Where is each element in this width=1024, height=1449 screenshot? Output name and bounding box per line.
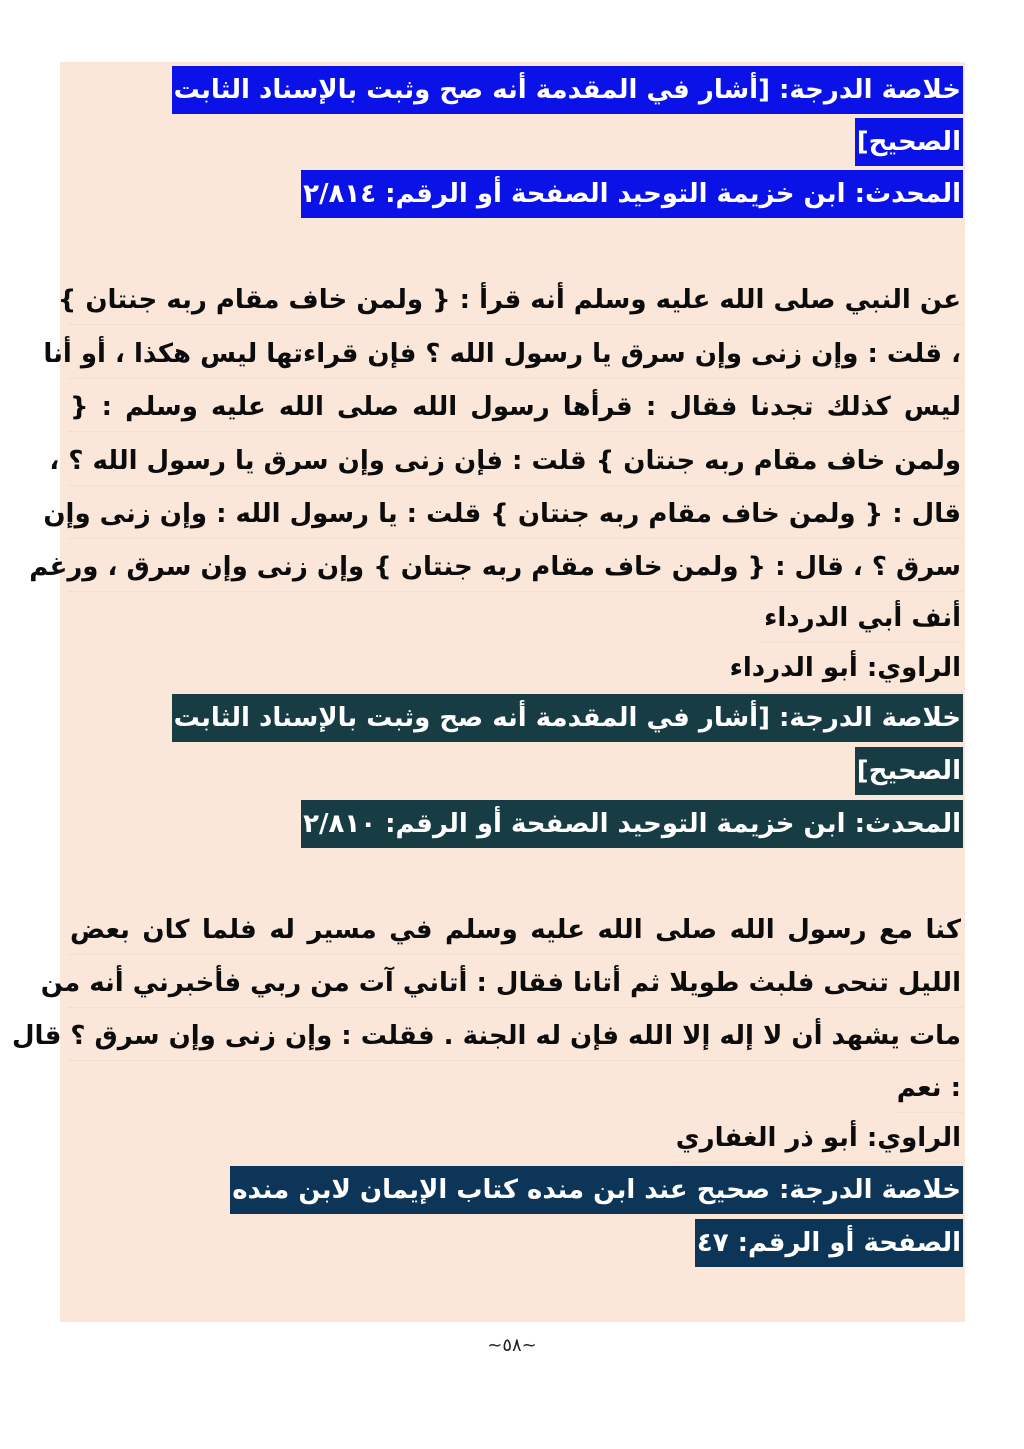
page-number: ~٥٨~ xyxy=(487,1335,537,1356)
hadith-text-line: أنف أبي الدرداء xyxy=(762,594,963,643)
muhaddith-line: المحدث: ابن خزيمة التوحيد الصفحة أو الرقم: ٢/٨١٠ xyxy=(301,800,963,848)
grade-line-continued: الصحيح] xyxy=(855,118,963,166)
narrator-line: الراوي: أبو الدرداء xyxy=(728,644,963,693)
hadith-text-line: قال : { ولمن خاف مقام ربه جنتان } قلت : يا رسول الله : وإن زنى وإن xyxy=(68,490,963,539)
hadith-text-line: سرق ؟ ، قال : { ولمن خاف مقام ربه جنتان } وإن زنى وإن سرق ، ورغم xyxy=(68,543,963,592)
narrator-line: الراوي: أبو ذر الغفاري xyxy=(674,1114,963,1163)
grade-line: خلاصة الدرجة: [أشار في المقدمة أنه صح وثبت بالإسناد الثابت xyxy=(172,694,963,742)
hadith-text-line: الليل تنحى فلبث طويلا ثم أتانا فقال : أتاني آت من ربي فأخبرني أنه من xyxy=(68,959,963,1008)
muhaddith-line: المحدث: ابن خزيمة التوحيد الصفحة أو الرقم: ٢/٨١٤ xyxy=(301,170,963,218)
grade-line-continued: الصفحة أو الرقم: ٤٧ xyxy=(695,1219,963,1267)
grade-line: خلاصة الدرجة: صحيح عند ابن منده كتاب الإيمان لابن منده xyxy=(230,1166,963,1214)
hadith-text-line: مات يشهد أن لا إله إلا الله فإن له الجنة . فقلت : وإن زنى وإن سرق ؟ قال xyxy=(68,1012,963,1061)
hadith-text-line: ولمن خاف مقام ربه جنتان } قلت : فإن زنى وإن سرق يا رسول الله ؟ ، xyxy=(68,437,963,486)
hadith-text-line: ليس كذلك تجدنا فقال : قرأها رسول الله صلى الله عليه وسلم : { xyxy=(68,383,963,432)
grade-line-continued: الصحيح] xyxy=(855,747,963,795)
grade-line: خلاصة الدرجة: [أشار في المقدمة أنه صح وثبت بالإسناد الثابت xyxy=(172,66,963,114)
hadith-text-line: عن النبي صلى الله عليه وسلم أنه قرأ : { ولمن خاف مقام ربه جنتان } xyxy=(68,276,963,325)
hadith-text-line: ، قلت : وإن زنى وإن سرق يا رسول الله ؟ فإن قراءتها ليس هكذا ، أو أنا xyxy=(68,330,963,379)
hadith-text-line: : نعم xyxy=(895,1064,963,1113)
hadith-text-line: كنا مع رسول الله صلى الله عليه وسلم في مسير له فلما كان بعض xyxy=(68,906,963,955)
